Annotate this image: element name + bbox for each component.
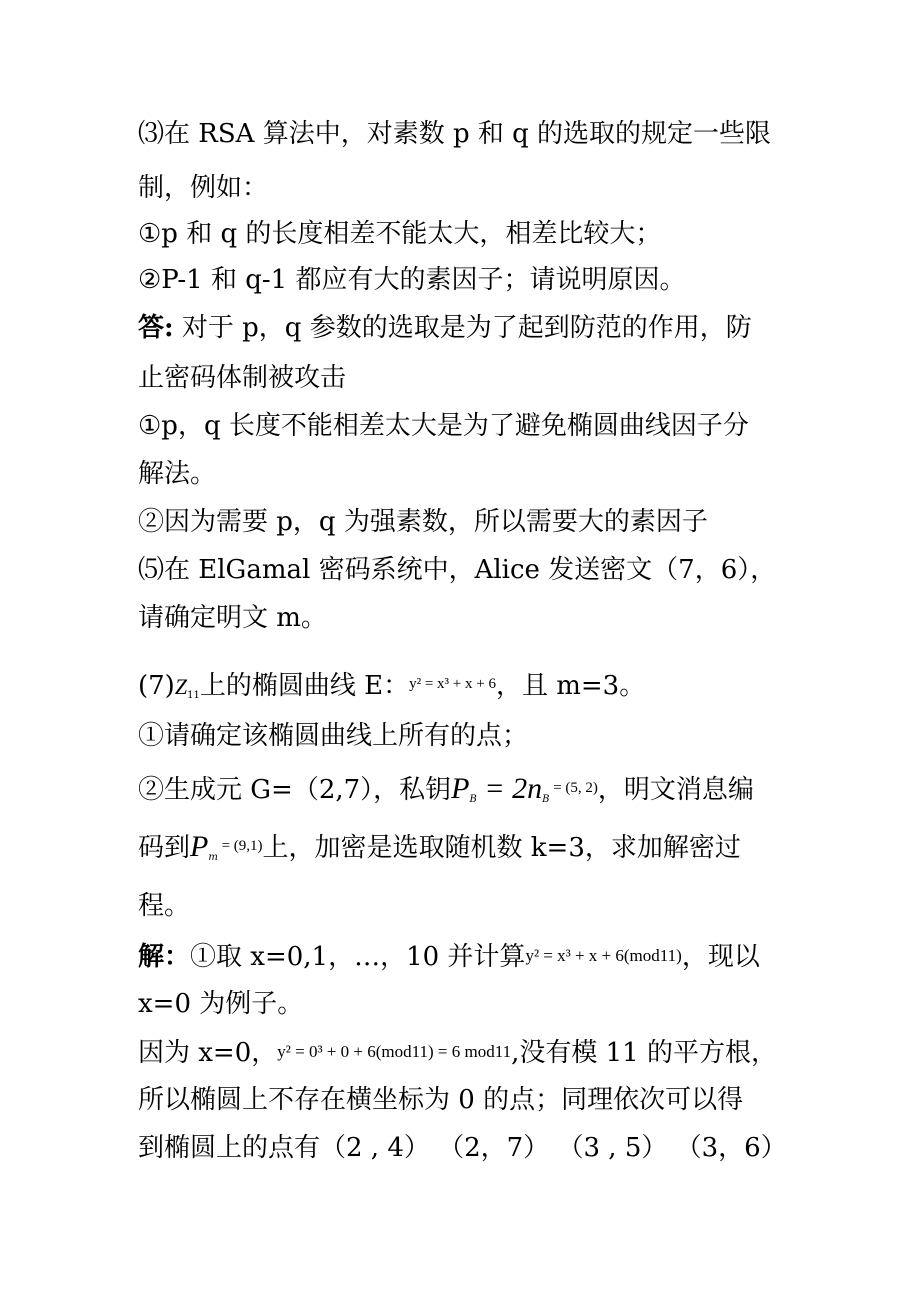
text-line-rsa-question: ⑶在 RSA 算法中，对素数 p 和 q 的选取的规定一些限 — [138, 119, 772, 149]
text-line-solution — [138, 940, 838, 973]
curve-suffix: ，且 m=3。 — [495, 671, 646, 701]
public-key-value: = (5, 2) — [549, 780, 598, 796]
text-line-conclusion: 所以椭圆上不存在横坐标为 0 的点；同理依次可以得 — [138, 1085, 744, 1115]
text-line-subquestion-2 — [138, 772, 838, 816]
answer-text: 对于 p，q 参数的选取是为了起到防范的作用，防 — [173, 313, 752, 343]
private-key-subscript: B — [542, 794, 550, 805]
field-symbol: Z — [174, 674, 188, 699]
solution-equation: y² = x³ + x + 6(mod11) — [525, 946, 682, 965]
answer-label: 答: — [138, 313, 174, 343]
text-line-subquestion-1: ①请确定该椭圆曲线上所有的点； — [138, 721, 529, 751]
text-line-elgamal-cont: 请确定明文 m。 — [138, 603, 327, 633]
message-point-value: = (9,1) — [217, 838, 263, 854]
curve-label: 上的椭圆曲线 E： — [199, 671, 410, 701]
generator-text: ②生成元 G=（2,7），私钥 — [138, 775, 452, 805]
curve-equation: y² = x³ + x + 6 — [409, 676, 496, 692]
public-key-subscript: B — [469, 794, 477, 805]
subquestion-2-suffix: ，明文消息编 — [597, 775, 754, 805]
text-line-encoding — [138, 830, 838, 874]
because-prefix: 因为 x=0， — [138, 1038, 278, 1068]
text-line-example: 制，例如： — [138, 173, 269, 203]
text-line-condition-2: ②P-1 和 q-1 都应有大的素因子；请说明原因。 — [138, 265, 686, 295]
text-line-elgamal-question: ⑸在 ElGamal 密码系统中，Alice 发送密文（7，6）， — [138, 555, 777, 585]
text-line-answer — [138, 312, 838, 344]
private-key-expression: = 2n — [476, 772, 543, 805]
field-subscript: 11 — [187, 690, 200, 701]
text-line-process: 程。 — [138, 891, 191, 921]
text-line-curve-question — [138, 668, 838, 712]
public-key-symbol: P — [451, 772, 470, 805]
text-line-because — [138, 1036, 838, 1069]
solution-label: 解： — [138, 942, 191, 972]
encoding-suffix: 上，加密是选取随机数 k=3，求加解密过 — [262, 833, 741, 863]
encoding-prefix: 码到 — [138, 833, 191, 863]
text-line-answer-2: ②因为需要 p，q 为强素数，所以需要大的素因子 — [138, 507, 708, 537]
text-line-example-x0: x=0 为例子。 — [138, 989, 304, 1019]
text-line-answer-cont: 止密码体制被攻击 — [138, 363, 347, 393]
because-suffix: ,没有模 11 的平方根， — [511, 1038, 777, 1068]
solution-suffix: ，现以 — [681, 942, 760, 972]
question-number: (7) — [138, 671, 175, 701]
message-point-symbol: P — [190, 830, 209, 863]
text-line-points: 到椭圆上的点有（2 , 4） （2，7） （3 , 5） （3，6） — [138, 1133, 787, 1163]
because-equation: y² = 0³ + 0 + 6(mod11) = 6 mod11 — [277, 1042, 512, 1061]
text-line-answer-1-cont: 解法。 — [138, 459, 217, 489]
message-point-subscript: m — [208, 852, 218, 863]
solution-text: ①取 x=0,1，…，10 并计算 — [190, 942, 526, 972]
text-line-answer-1: ①p，q 长度不能相差太大是为了避免椭圆曲线因子分 — [138, 411, 749, 441]
text-line-condition-1: ①p 和 q 的长度相差不能太大，相差比较大； — [138, 219, 662, 249]
